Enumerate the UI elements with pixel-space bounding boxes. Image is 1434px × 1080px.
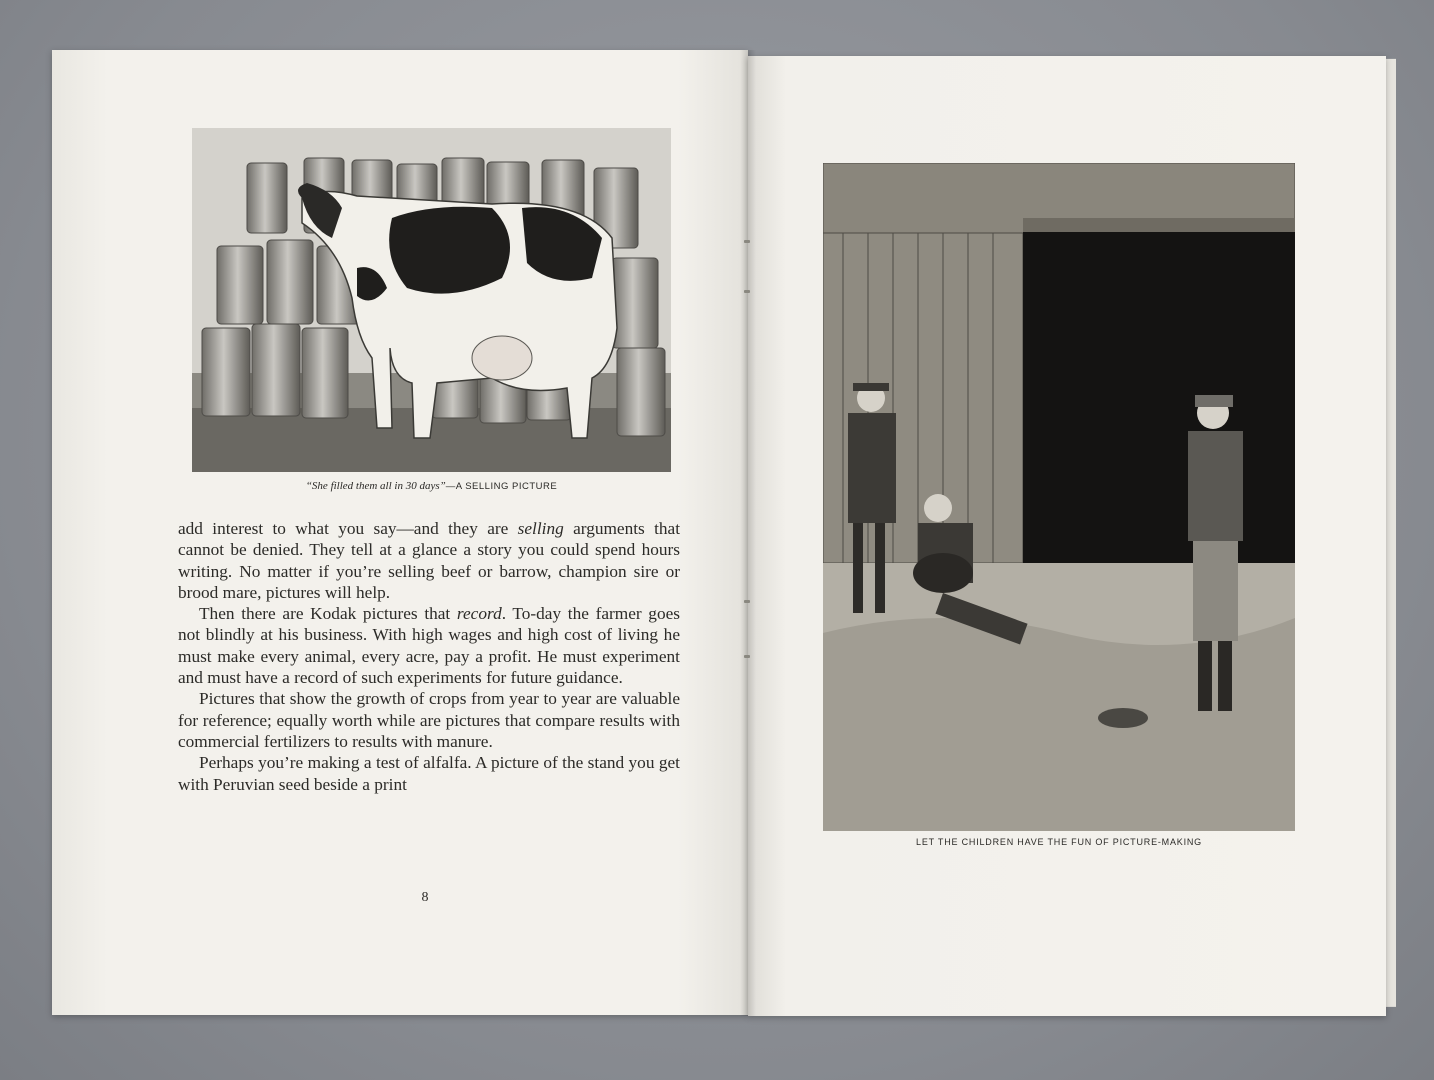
cow-milk-cans-photo — [192, 128, 671, 472]
cow-photo-caption — [192, 480, 671, 492]
kids-photo-illustration — [823, 163, 1295, 831]
paragraph-text: arguments that cannot be denied. They tell at a glance a story you could spend hours writing. No matter if you’re selling beef or barrow, champion sire or brood mare, pictures will help. — [178, 519, 681, 602]
binding-gutter — [740, 50, 756, 1016]
emphasis-record: record — [456, 604, 502, 624]
paragraph-text: Then there are Kodak pictures that — [199, 604, 457, 624]
children-barn-photo — [823, 163, 1295, 831]
kids-photo-caption: LET THE CHILDREN HAVE THE FUN OF PICTURE-MAKING — [916, 837, 1202, 847]
staple — [744, 600, 750, 603]
body-text — [178, 518, 680, 795]
emphasis-selling: selling — [517, 519, 564, 538]
cow-photo-illustration — [192, 128, 671, 472]
staple — [744, 240, 750, 243]
paragraph-text: add interest to what you say—and they are — [178, 519, 518, 538]
staple — [744, 290, 750, 293]
paragraph-text: . To-day the farmer goes not blindly at his business. With high wages and high cost of living he must make every animal, every acre, pay a profit. He must experiment and must have a record of such experiments for future guidance. — [178, 604, 680, 688]
page-number: 8 — [421, 890, 429, 905]
paragraph-text: Pictures that show the growth of crops from year to year are valuable for reference; equally worth while are pictures that compare results with commercial fertilizers to results with manure. — [178, 689, 680, 751]
caption-quote: “She filled them all in 30 days” — [305, 480, 446, 492]
paragraph-text: Perhaps you’re making a test of alfalfa. A picture of the stand you get with Peruvian seed beside a print — [178, 753, 680, 794]
paragraph — [178, 518, 680, 603]
caption-tag: —A SELLING PICTURE — [445, 481, 558, 492]
paragraph — [178, 688, 680, 752]
paragraph — [178, 752, 680, 795]
paragraph — [178, 603, 680, 688]
staple — [744, 655, 750, 658]
